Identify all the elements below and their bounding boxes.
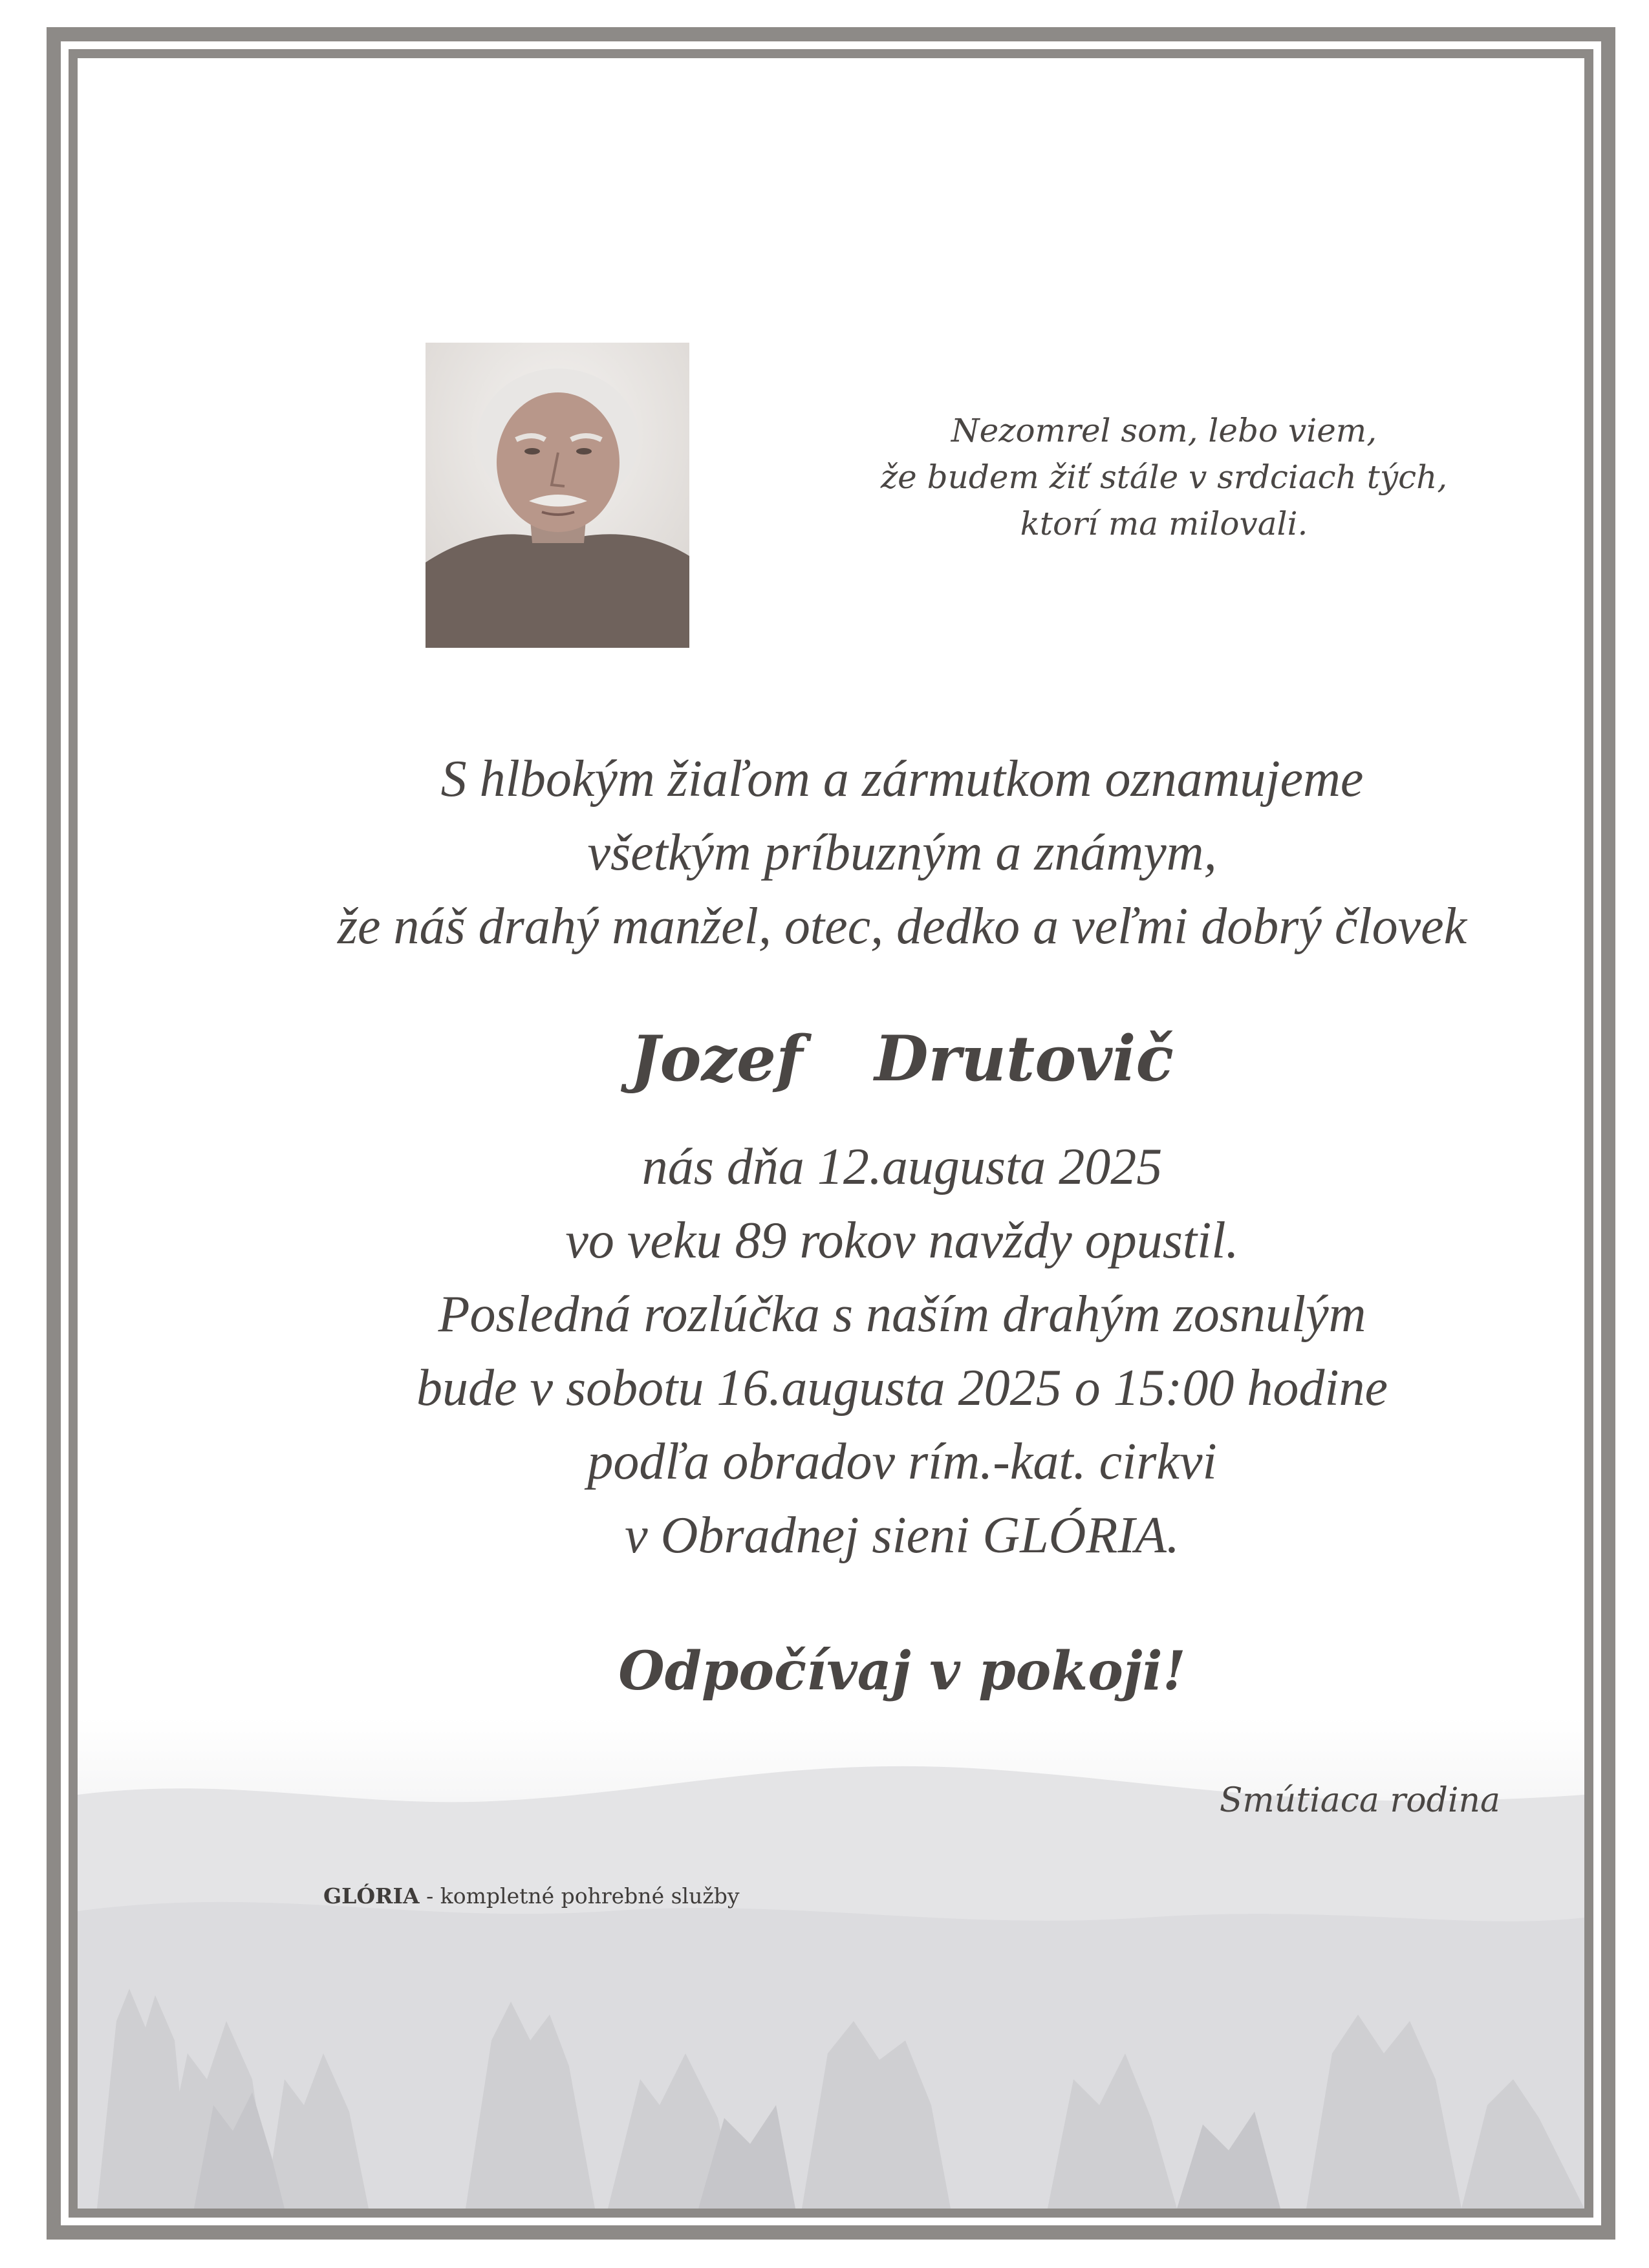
motto-line: že budem žiť stále v srdciach tých,: [880, 458, 1448, 496]
announcement-line: S hlbokým žiaľom a zármutkom oznamujeme: [440, 751, 1364, 808]
details-line: v Obradnej sieni GLÓRIA.: [625, 1507, 1180, 1564]
family-signature: Smútiaca rodina: [1219, 1781, 1500, 1820]
deceased-portrait-photo: [426, 343, 689, 648]
portrait-image: [426, 343, 689, 648]
deceased-name: Jozef Drutovič: [630, 1022, 1174, 1095]
announcement-line: všetkým príbuzným a známym,: [587, 824, 1217, 881]
details-line: Posledná rozlúčka s naším drahým zosnulým: [438, 1286, 1366, 1343]
announcement-text: [207, 742, 1593, 963]
details-line: bude v sobotu 16.augusta 2025 o 15:00 hodine: [416, 1360, 1388, 1417]
details-line: podľa obradov rím.-kat. cirkvi: [587, 1433, 1217, 1490]
company-tagline: - kompletné pohrebné služby: [419, 1883, 740, 1909]
farewell-text: Odpočívaj v pokoji!: [618, 1640, 1186, 1702]
announcement-line: že náš drahý manžel, otec, dedko a veľmi dobrý človek: [337, 898, 1467, 955]
motto-line: Nezomrel som, lebo viem,: [951, 412, 1377, 449]
motto-line: ktorí ma milovali.: [1020, 505, 1308, 542]
notice-card: [69, 49, 1593, 2218]
details-line: vo veku 89 rokov navždy opustil.: [565, 1212, 1239, 1269]
details-line: nás dňa 12.augusta 2025: [641, 1139, 1163, 1195]
motto-verse: [854, 407, 1474, 547]
company-name: GLÓRIA: [323, 1883, 420, 1909]
funeral-service-credit: [323, 1880, 905, 1912]
funeral-details: [207, 1130, 1593, 1572]
